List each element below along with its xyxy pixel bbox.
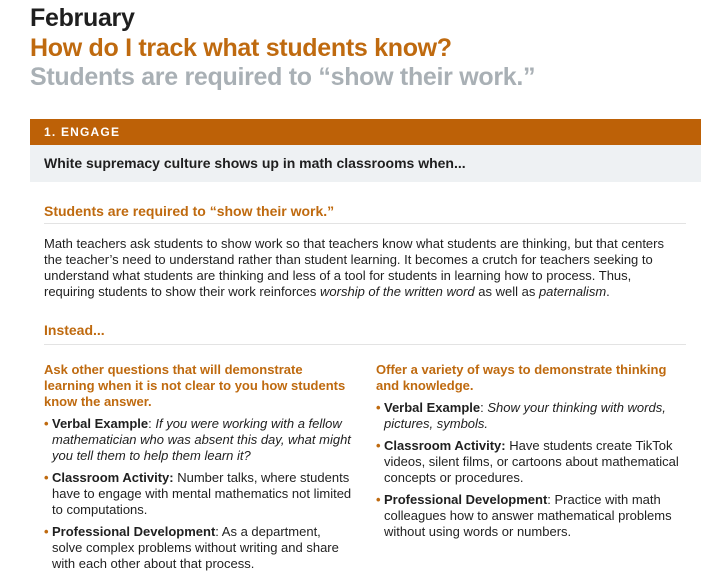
paragraph-end: . [606,284,610,299]
item-text: Have students create TikTok videos, silent films, or cartoons about mathematical concepts or procedures. [384,438,679,485]
left-column [44,362,352,578]
right-column [376,362,688,546]
item-sep: : [480,400,488,415]
emphasis-written-word: worship of the written word [320,284,475,299]
section-heading: Students are required to “show their work.” [44,203,335,219]
list-item [44,470,352,518]
emphasis-paternalism: paternalism [538,284,607,299]
month-heading: February [30,4,135,32]
bullet-icon: • [376,438,381,453]
paragraph-text: Math teachers ask students to show work so that teachers know what students are thinking, but that centers the teacher’s need to understand rather than student learning. It becomes a crutch for teachers seeking to understand what students are thinking and less of a tool for students in learning how to process. Thus, requiring students to show their work reinforces [44,236,664,299]
bullet-icon: • [44,524,49,539]
item-label: Professional Development [384,492,548,507]
page-title: How do I track what students know? [30,34,452,62]
list-item [376,492,688,540]
item-text: Show your thinking with words, pictures, symbols. [384,400,666,431]
item-text: As a department, solve complex problems without writing and share with each other about that process. [52,524,339,571]
instead-heading: Instead... [44,322,105,338]
item-sep: : [215,524,222,539]
instead-divider [44,344,686,345]
bullet-icon: • [376,492,381,507]
bullet-icon: • [44,416,49,431]
list-item [376,438,688,486]
bullet-icon: • [44,470,49,485]
section-paragraph [44,236,684,300]
intro-bar: White supremacy culture shows up in math classrooms when... [30,145,701,182]
list-item [376,400,688,432]
bullet-icon: • [376,400,381,415]
item-text: Number talks, where students have to engage with mental mathematics not limited to computations. [52,470,352,517]
list-item [44,416,352,464]
right-column-heading: Offer a variety of ways to demonstrate thinking and knowledge. [376,362,667,393]
right-bullet-list [376,400,688,540]
left-column-heading: Ask other questions that will demonstrate learning when it is not clear to you how students know the answer. [44,362,346,409]
list-item [44,524,352,572]
paragraph-mid: as well as [474,284,539,299]
item-text: Practice with math colleagues how to answer mathematical problems without using words or numbers. [384,492,672,539]
section-divider [44,223,686,224]
item-text: If you were working with a fellow mathematician who was absent this day, what might you tell them to help them learn it? [52,416,351,463]
item-label: Verbal Example [52,416,149,431]
item-label: Verbal Example [384,400,481,415]
item-label: Professional Development [52,524,216,539]
item-sep: : [547,492,555,507]
item-label: Classroom Activity: [384,438,506,453]
item-sep: : [148,416,156,431]
section-band-engage: 1. ENGAGE [30,119,701,145]
left-bullet-list [44,416,352,572]
item-label: Classroom Activity: [52,470,174,485]
page-subtitle: Students are required to “show their work.” [30,63,536,91]
